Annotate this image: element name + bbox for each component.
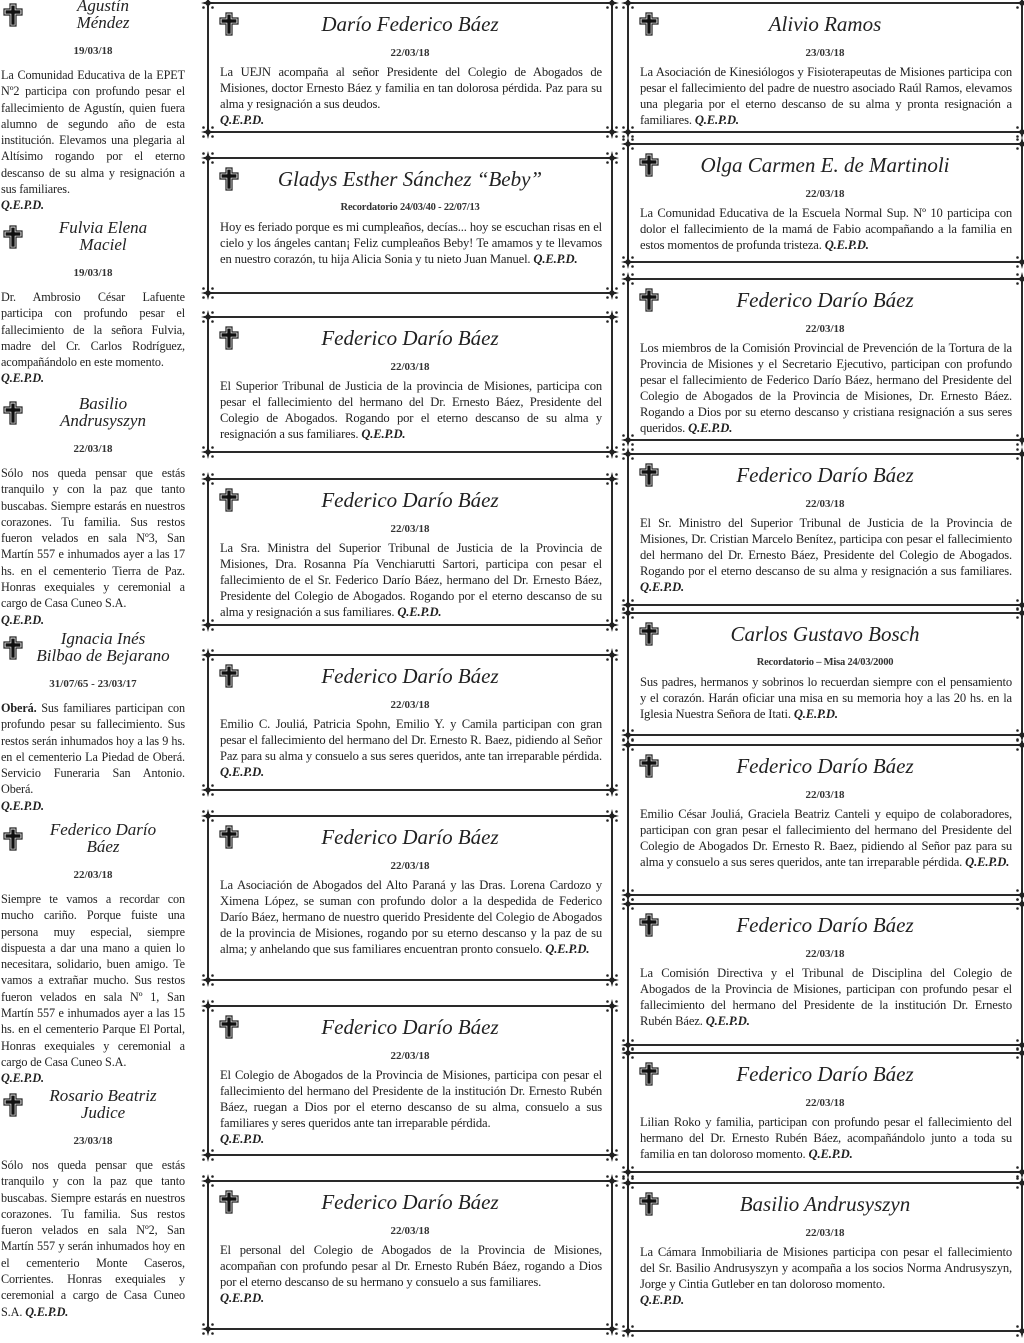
name-line: Báez xyxy=(86,837,120,856)
notice-body xyxy=(640,64,1012,128)
notice-body xyxy=(1,1157,185,1320)
corner-ornament-icon xyxy=(605,1322,619,1336)
deceased-name: Federico Darío Báez xyxy=(321,1015,499,1039)
framed-obituary-notice xyxy=(207,1180,613,1330)
deceased-name: Alivio Ramos xyxy=(768,12,882,36)
name-line: Agustín xyxy=(77,0,129,15)
notice-date: 23/03/18 xyxy=(73,1135,113,1147)
deceased-name: Federico Darío Báez xyxy=(321,326,499,350)
corner-ornament-icon xyxy=(201,472,215,486)
corner-ornament-icon xyxy=(605,809,619,823)
qepd-signoff: Q.E.P.D. xyxy=(793,707,838,721)
framed-obituary-notice xyxy=(207,654,613,791)
corner-ornament-icon xyxy=(605,151,619,165)
name-line: Bilbao de Bejarano xyxy=(36,646,170,665)
corner-ornament-icon xyxy=(1015,433,1024,447)
notice-date: 22/03/18 xyxy=(390,361,430,373)
deceased-name: Federico Darío Báez xyxy=(736,754,914,778)
corner-ornament-icon xyxy=(621,897,635,911)
corner-ornament-icon xyxy=(1015,738,1024,752)
corner-ornament-icon xyxy=(621,433,635,447)
notice-date: 22/03/18 xyxy=(805,948,845,960)
corner-ornament-icon xyxy=(621,137,635,151)
notice-body xyxy=(640,674,1012,722)
notice-date: 22/03/18 xyxy=(390,1225,430,1237)
framed-obituary-notice xyxy=(207,316,613,453)
qepd-signoff: Q.E.P.D. xyxy=(688,421,733,435)
name-line: Judice xyxy=(80,1103,126,1122)
framed-obituary-notice xyxy=(207,157,613,294)
deceased-name xyxy=(28,395,178,429)
deceased-name: Federico Darío Báez xyxy=(736,913,914,937)
notice-body xyxy=(220,1067,602,1147)
notice-date: 22/03/18 xyxy=(805,188,845,200)
framed-obituary-notice xyxy=(627,2,1023,133)
deceased-name: Basilio Andrusyszyn xyxy=(739,1192,911,1216)
corner-ornament-icon xyxy=(605,125,619,139)
qepd-signoff: Q.E.P.D. xyxy=(397,605,442,619)
corner-ornament-icon xyxy=(605,1148,619,1162)
notice-body xyxy=(220,716,602,780)
corner-ornament-icon xyxy=(201,286,215,300)
notice-text: La UEJN acompaña al señor Presidente del Colegio de Abogados de Misiones, doctor Ernesto Báez y familia en tan dolorosa pérdida. Paz para su alma y resignación a sus deudos. xyxy=(220,65,602,111)
notice-date: 19/03/18 xyxy=(73,45,113,57)
qepd-signoff: Q.E.P.D. xyxy=(1,612,44,627)
corner-ornament-icon xyxy=(621,738,635,752)
corner-ornament-icon xyxy=(621,1046,635,1060)
deceased-name xyxy=(28,0,178,31)
notice-text: Emilio C. Jouliá, Patricia Spohn, Emilio Y. y Camila participan con gran pesar el fallecimiento del hermano del Dr. Ernesto R. Baez, pidiendo al Señor Paz para su alma y consuelo a sus seres queridos, ante tan irreparable pérdida. xyxy=(220,717,602,763)
qepd-signoff: Q.E.P.D. xyxy=(1,798,44,813)
notice-body xyxy=(640,1114,1012,1162)
corner-ornament-icon xyxy=(201,1174,215,1188)
deceased-name: Federico Darío Báez xyxy=(736,1062,914,1086)
deceased-name xyxy=(28,219,178,253)
notice-date: 22/03/18 xyxy=(805,323,845,335)
deceased-name xyxy=(28,821,178,855)
qepd-signoff: Q.E.P.D. xyxy=(808,1147,853,1161)
name-line: Andrusyszyn xyxy=(60,411,146,430)
cross-icon xyxy=(3,827,23,851)
framed-obituary-notice xyxy=(627,744,1023,896)
name-line: Fulvia Elena xyxy=(58,218,148,237)
notice-body xyxy=(640,515,1012,595)
notice-date: 22/03/18 xyxy=(73,443,113,455)
qepd-signoff: Q.E.P.D. xyxy=(220,1132,265,1146)
notice-date: 22/03/18 xyxy=(390,699,430,711)
corner-ornament-icon xyxy=(605,310,619,324)
name-line: Maciel xyxy=(79,235,127,254)
notice-body xyxy=(1,465,185,628)
qepd-signoff: Q.E.P.D. xyxy=(705,1014,750,1028)
notice-body xyxy=(640,806,1012,870)
corner-ornament-icon xyxy=(201,648,215,662)
corner-ornament-icon xyxy=(605,1174,619,1188)
notice-text: El Superior Tribunal de Justicia de la provincia de Misiones, participa con pesar el fallecimiento del hermano del Dr. Ernesto Báez, Presidente del Colegio de Abogados. Rogando por el eterno descanso de su alma y resignación a sus familiares. xyxy=(220,379,602,441)
notice-date: 22/03/18 xyxy=(390,860,430,872)
notice-date: 22/03/18 xyxy=(805,498,845,510)
corner-ornament-icon xyxy=(621,606,635,620)
deceased-name: Federico Darío Báez xyxy=(736,463,914,487)
qepd-signoff: Q.E.P.D. xyxy=(545,942,590,956)
notice-text: Emilio César Jouliá, Graciela Beatriz Canteli y equipo de colaboradores, participan con gran pesar el fallecimiento del hermano del Presidente del Colegio de Abogados Dr. Ernesto R. Baez, pidiendo al Señor paz para su alma y consuelo a sus seres queridos, ante tan irreparable pérdida. xyxy=(640,807,1012,869)
corner-ornament-icon xyxy=(1015,255,1024,269)
qepd-signoff: Q.E.P.D. xyxy=(824,238,869,252)
notice-text: Sus padres, hermanos y sobrinos lo recuerdan siempre con el pensamiento y el corazón. Harán oficiar una misa en su memoria hoy a las 20 hs. en la Iglesia Nuestra Señora de Itati. xyxy=(640,675,1012,721)
corner-ornament-icon xyxy=(605,999,619,1013)
notice-date: 23/03/18 xyxy=(805,47,845,59)
notice-text: La Comunidad Educativa de la Escuela Normal Sup. Nº 10 participa con dolor el fallecimiento de la mamá de Fabio acompañando a la familia en estos momentos de profunda tristeza. xyxy=(640,206,1012,252)
notice-date: 22/03/18 xyxy=(390,1050,430,1062)
cross-icon xyxy=(3,225,23,249)
notice-body xyxy=(640,340,1012,436)
name-line: Méndez xyxy=(76,13,130,32)
notice-date: 22/03/18 xyxy=(390,523,430,535)
notice-body xyxy=(220,1242,602,1306)
corner-ornament-icon xyxy=(1015,1176,1024,1190)
deceased-name: Federico Darío Báez xyxy=(321,664,499,688)
notice-text: El personal del Colegio de Abogados de la Provincia de Misiones, acompañan con profundo pesar al Dr. Ernesto Rubén Báez, rogando a Dios por el eterno descanso de su hermano y consuelo a sus familiares. xyxy=(220,1243,602,1289)
notice-date: 22/03/18 xyxy=(805,1097,845,1109)
notice-text: El Colegio de Abogados de la Provincia de Misiones, participa con pesar el fallecimiento del hermano del Presidente de la institución Dr. Ernesto Rubén Báez, ruegan a Dios por el eterno descanso de su alma, consuelo a sus familiares y seres queridos ante tan irreparable pérdida. xyxy=(220,1068,602,1130)
corner-ornament-icon xyxy=(1015,1046,1024,1060)
corner-ornament-icon xyxy=(605,973,619,987)
corner-ornament-icon xyxy=(201,809,215,823)
framed-obituary-notice xyxy=(627,1052,1023,1173)
qepd-signoff: Q.E.P.D. xyxy=(220,1291,265,1305)
deceased-name xyxy=(28,630,178,664)
notice-date: 31/07/65 - 23/03/17 xyxy=(49,678,137,690)
corner-ornament-icon xyxy=(1015,0,1024,10)
notice-text: Los miembros de la Comisión Provincial de Prevención de la Tortura de la Provincia de Misiones y el Secretario Ejecutivo, participan con profundo pesar el fallecimiento de Federico Darío Báez, hermano del Presidente del Colegio de Abogados de la Provincia de Misiones, Dr. Ernesto Báez. Rogando a Dios por su eterno descanso y cristiana resignación a sus seres queridos. xyxy=(640,341,1012,435)
corner-ornament-icon xyxy=(605,618,619,632)
qepd-signoff: Q.E.P.D. xyxy=(694,113,739,127)
notice-body xyxy=(220,877,602,957)
corner-ornament-icon xyxy=(201,1322,215,1336)
notice-date: Recordatorio 24/03/40 - 22/07/13 xyxy=(340,202,480,213)
qepd-signoff: Q.E.P.D. xyxy=(1,371,44,386)
corner-ornament-icon xyxy=(1015,447,1024,461)
name-line: Ignacia Inés xyxy=(60,629,146,648)
corner-ornament-icon xyxy=(621,447,635,461)
notice-date: 22/03/18 xyxy=(805,789,845,801)
cross-icon xyxy=(3,3,23,27)
notice-date: 22/03/18 xyxy=(73,869,113,881)
qepd-signoff: Q.E.P.D. xyxy=(1,198,44,213)
deceased-name: Federico Darío Báez xyxy=(321,488,499,512)
notice-date: 19/03/18 xyxy=(73,267,113,279)
qepd-signoff: Q.E.P.D. xyxy=(640,1293,685,1307)
corner-ornament-icon xyxy=(1015,897,1024,911)
deceased-name: Olga Carmen E. de Martinoli xyxy=(700,153,950,177)
corner-ornament-icon xyxy=(621,255,635,269)
corner-ornament-icon xyxy=(201,0,215,10)
cross-icon xyxy=(3,401,23,425)
corner-ornament-icon xyxy=(1015,137,1024,151)
corner-ornament-icon xyxy=(1015,606,1024,620)
qepd-signoff: Q.E.P.D. xyxy=(25,1304,69,1319)
corner-ornament-icon xyxy=(621,1176,635,1190)
cross-icon xyxy=(3,1093,23,1117)
corner-ornament-icon xyxy=(621,1324,635,1338)
qepd-signoff: Q.E.P.D. xyxy=(1,1071,44,1086)
notice-body xyxy=(1,289,185,387)
notice-text: La Cámara Inmobiliaria de Misiones participa con pesar el fallecimiento del Sr. Basilio Andrusyszyn y acompaña a los socios Norma Andrusyszyn, Jorge y Cintia Gutleber en tan doloroso momento. xyxy=(640,1245,1012,1291)
notice-body xyxy=(640,205,1012,253)
deceased-name: Carlos Gustavo Bosch xyxy=(730,622,920,646)
notice-text: Lilian Roko y familia, participan con profundo pesar el fallecimiento del hermano del Dr. Ernesto Rubén Báez, acompañándolo junto a toda su familia en tan doloroso momento. xyxy=(640,1115,1012,1161)
deceased-name xyxy=(28,1087,178,1121)
notice-body xyxy=(220,64,602,128)
notice-date: 22/03/18 xyxy=(805,1227,845,1239)
corner-ornament-icon xyxy=(1015,272,1024,286)
notice-date: Recordatorio – Misa 24/03/2000 xyxy=(756,657,894,668)
notice-text: La Asociación de Abogados del Alto Paraná y las Dras. Lorena Cardozo y Ximena López, se suman con profundo dolor a la despedida de Federico Darío Báez, hermano de nuestro querido Presidente del Colegio de Abogados de la provincia de Misiones, rogando por su eterno descanso y la paz de su alma; y anhelando que sus familiares encuentran pronto consuelo. xyxy=(220,878,602,956)
corner-ornament-icon xyxy=(201,1148,215,1162)
qepd-signoff: Q.E.P.D. xyxy=(220,113,265,127)
notice-text: El Sr. Ministro del Superior Tribunal de Justicia de la Provincia de Misiones, Dr. Cristian Marcelo Benítez, participa con pesar el fallecimiento del hermano del Dr. Ernesto Báez, Presidente del Colegio de Abogados. Rogando por el eterno descanso de su alma y resignación a sus familiares. xyxy=(640,516,1012,578)
corner-ornament-icon xyxy=(201,151,215,165)
corner-ornament-icon xyxy=(201,973,215,987)
framed-obituary-notice xyxy=(207,2,613,133)
corner-ornament-icon xyxy=(605,286,619,300)
notice-body xyxy=(1,67,185,214)
notice-text: Hoy es feriado porque es mi cumpleaños, decías... hoy se escuchan risas en el cielo y los ángeles cantan¡ Feliz cumpleaños Beby! Te amamos y te llevamos en nuestro corazón, tu hija Alicia Sonia y tu nieto Juan Manuel. xyxy=(220,220,602,266)
corner-ornament-icon xyxy=(1015,1324,1024,1338)
cross-icon xyxy=(3,636,23,660)
framed-obituary-notice xyxy=(207,1005,613,1156)
framed-obituary-notice xyxy=(627,278,1023,441)
notice-body xyxy=(640,965,1012,1029)
corner-ornament-icon xyxy=(201,310,215,324)
notice-body xyxy=(640,1244,1012,1308)
name-line: Federico Darío xyxy=(49,820,157,839)
notice-body xyxy=(220,540,602,620)
notice-text: La Sra. Ministra del Superior Tribunal de Justicia de la Provincia de Misiones, Dra. Rosanna Pía Venchiarutti Sartori, participa con pesar el fallecimiento de el Sr. Federico Darío Báez, hermano del Dr. Ernesto Báez, Presidente del Colegio de Abogados. Rogando por el eterno descanso de su alma y resignación a sus familiares. xyxy=(220,541,602,619)
notice-lead: Oberá. xyxy=(1,701,37,715)
deceased-name: Gladys Esther Sánchez “Beby” xyxy=(277,167,543,191)
notice-text: Dr. Ambrosio César Lafuente participa con profundo pesar el fallecimiento de la señora Fulvia, madre del Cr. Carlos Rodríguez, acompañándolo en este momento. xyxy=(1,290,185,370)
qepd-signoff: Q.E.P.D. xyxy=(965,855,1010,869)
notice-text: Sólo nos queda pensar que estás tranquilo y con la paz que tanto buscabas. Siempre estarás en nuestros corazones. Tu familia. Sus restos fueron velados en sala Nº2, San Martín 557 y serán inhumados hoy en el cementerio Monte Caseros, Corrientes. Honras exequiales y ceremonial a cargo de Casa Cuneo S.A. xyxy=(1,1158,185,1319)
corner-ornament-icon xyxy=(605,472,619,486)
qepd-signoff: Q.E.P.D. xyxy=(361,427,406,441)
notice-text: La Comisión Directiva y el Tribunal de Disciplina del Colegio de Abogados de la Provincia de Misiones, participan con profundo pesar el fallecimiento del hermano del Presidente de la institución Dr. Ernesto Rubén Báez. xyxy=(640,966,1012,1028)
deceased-name: Federico Darío Báez xyxy=(321,1190,499,1214)
deceased-name: Darío Federico Báez xyxy=(321,12,499,36)
framed-obituary-notice xyxy=(627,612,1023,736)
framed-obituary-notice xyxy=(627,903,1023,1046)
notice-text: La Comunidad Educativa de la EPET Nº2 participa con profundo pesar el fallecimiento de Agustín, quien fuera alumno de segundo año de esta institución. Elevamos una plegaria al Altísimo rogando por el eterno descanso de su alma y resignación a sus familiares. xyxy=(1,68,185,197)
notice-text: Sus familiares participan con profundo pesar su fallecimiento. Sus restos serán inhumados hoy a las 9 hs. en el cementerio La Piedad de Oberá. Servicio Funeraria San Antonio. Oberá. xyxy=(1,701,185,797)
corner-ornament-icon xyxy=(201,618,215,632)
framed-obituary-notice xyxy=(627,143,1023,263)
notice-date: 22/03/18 xyxy=(390,47,430,59)
notice-text: La Asociación de Kinesiólogos y Fisioterapeutas de Misiones participa con pesar el fallecimiento del padre de nuestro asociado Raúl Ramos, elevamos una plegaria por el eterno descanso de su alma y pronta resignación a familiares. xyxy=(640,65,1012,127)
deceased-name: Federico Darío Báez xyxy=(736,288,914,312)
corner-ornament-icon xyxy=(605,783,619,797)
framed-obituary-notice xyxy=(207,478,613,626)
framed-obituary-notice xyxy=(627,1182,1023,1332)
corner-ornament-icon xyxy=(621,272,635,286)
name-line: Basilio xyxy=(78,394,128,413)
corner-ornament-icon xyxy=(201,445,215,459)
corner-ornament-icon xyxy=(621,0,635,10)
notice-text: Sólo nos queda pensar que estás tranquilo y con la paz que tanto buscabas. Siempre estarás en nuestros corazones. Tu familia. Sus restos fueron velados en sala Nº3, San Martín 557 e inhumados ayer a las 17 hs. en el cementerio Tierra de Paz. Honras exequiales y ceremonial a cargo de Casa Cuneo S.A. xyxy=(1,466,185,611)
notice-body xyxy=(1,891,185,1087)
qepd-signoff: Q.E.P.D. xyxy=(533,252,578,266)
corner-ornament-icon xyxy=(605,0,619,10)
qepd-signoff: Q.E.P.D. xyxy=(220,765,265,779)
deceased-name: Federico Darío Báez xyxy=(321,825,499,849)
notice-body xyxy=(220,219,602,267)
notice-body xyxy=(220,378,602,442)
corner-ornament-icon xyxy=(201,783,215,797)
corner-ornament-icon xyxy=(605,648,619,662)
corner-ornament-icon xyxy=(201,125,215,139)
corner-ornament-icon xyxy=(201,999,215,1013)
framed-obituary-notice xyxy=(627,453,1023,606)
notice-text: Siempre te vamos a recordar con mucho cariño. Porque fuiste una persona muy especial, siempre dispuesta a dar una mano a quien lo necesitara, solidario, buen amigo. Te vamos a extrañar mucho. Sus restos fueron velados en sala Nº 1, San Martín 557 e inhumados ayer a las 15 hs. en el cementerio Parque El Portal, Honras exequiales y ceremonial a cargo de Casa Cuneo S.A. xyxy=(1,892,185,1069)
corner-ornament-icon xyxy=(605,445,619,459)
name-line: Rosario Beatriz xyxy=(49,1086,157,1105)
notice-body xyxy=(1,700,185,814)
framed-obituary-notice xyxy=(207,815,613,981)
qepd-signoff: Q.E.P.D. xyxy=(640,580,685,594)
